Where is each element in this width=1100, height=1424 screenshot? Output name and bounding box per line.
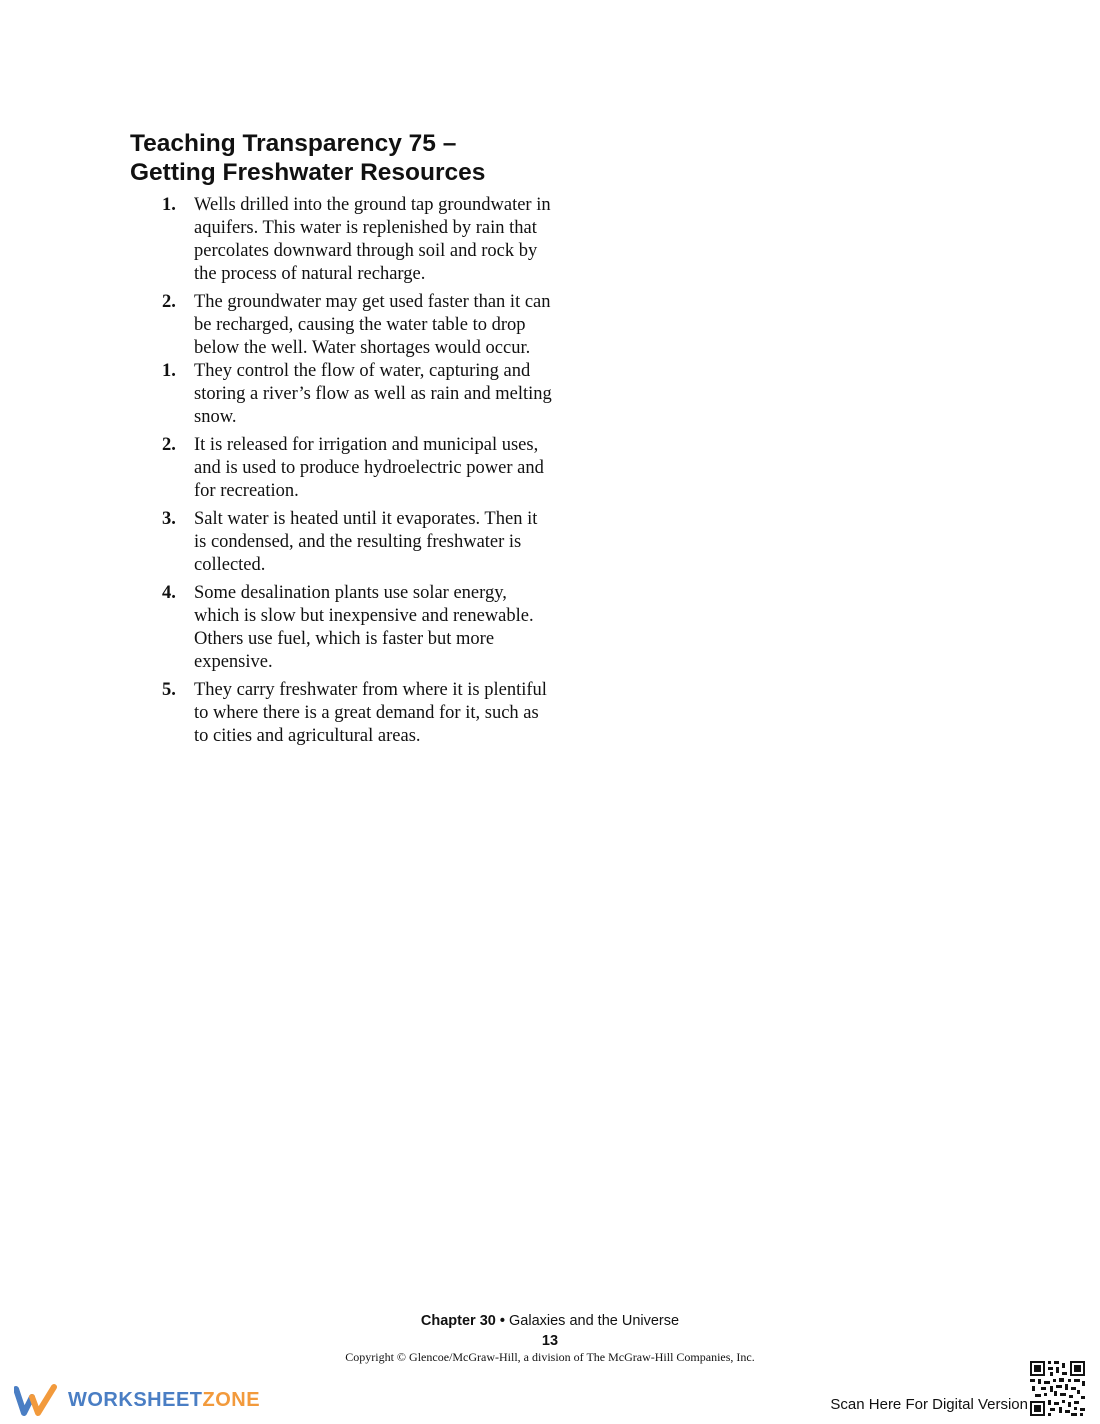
answer-item (162, 582, 552, 674)
answer-number: 4. (162, 583, 176, 603)
copyright-notice: Copyright © Glencoe/McGraw-Hill, a division of The McGraw-Hill Companies, Inc. (345, 1350, 755, 1364)
answer-item (162, 434, 552, 503)
answer-text: The groundwater may get used faster than it can be recharged, causing the water table to drop below the well. Water shortages would occur. (194, 292, 551, 358)
qr-code-icon[interactable] (1029, 1360, 1086, 1417)
chapter-bullet: • (499, 1313, 505, 1329)
brand-name-part-2: ZONE (202, 1389, 261, 1411)
worksheetzone-logo-icon (14, 1383, 60, 1417)
answer-list (162, 194, 552, 748)
answer-item (162, 508, 552, 577)
answer-text: They control the flow of water, capturing and storing a river’s flow as well as rain and melting snow. (194, 361, 552, 427)
answer-text: They carry freshwater from where it is plentiful to where there is a great demand for it, such as to cities and agricultural areas. (194, 680, 547, 746)
chapter-label: Chapter 30 (420, 1313, 496, 1329)
answer-number: 5. (162, 680, 176, 700)
answer-text: Some desalination plants use solar energy, which is slow but inexpensive and renewable. Others use fuel, which is faster but more expensive. (194, 583, 534, 672)
answer-number: 2. (162, 435, 176, 455)
footer-chapter (0, 1312, 1100, 1330)
answer-number: 2. (162, 292, 176, 312)
brand-logo[interactable] (14, 1383, 260, 1417)
scan-label: Scan Here For Digital Version (830, 1396, 1028, 1413)
answer-number: 3. (162, 509, 176, 529)
page-number: 13 (541, 1333, 559, 1349)
answer-number: 1. (162, 361, 176, 381)
answer-item (162, 291, 552, 360)
title-line-2: Getting Freshwater Resources (130, 159, 486, 186)
answer-text: Salt water is heated until it evaporates. Then it is condensed, and the resulting freshwater is collected. (194, 509, 538, 575)
page-title (130, 129, 485, 187)
answer-text: Wells drilled into the ground tap groundwater in aquifers. This water is replenished by rain that percolates downward through soil and rock by the process of natural recharge. (194, 195, 551, 284)
brand-name (68, 1388, 260, 1412)
answer-text: It is released for irrigation and municipal uses, and is used to produce hydroelectric power and for recreation. (194, 435, 544, 501)
answer-item (162, 679, 552, 748)
title-line-1: Teaching Transparency 75 – (130, 130, 457, 157)
answer-item (162, 194, 552, 286)
brand-name-part-1: WORKSHEET (68, 1389, 203, 1411)
chapter-title: Galaxies and the Universe (509, 1313, 680, 1329)
answer-item (162, 360, 552, 429)
answer-number: 1. (162, 195, 176, 215)
